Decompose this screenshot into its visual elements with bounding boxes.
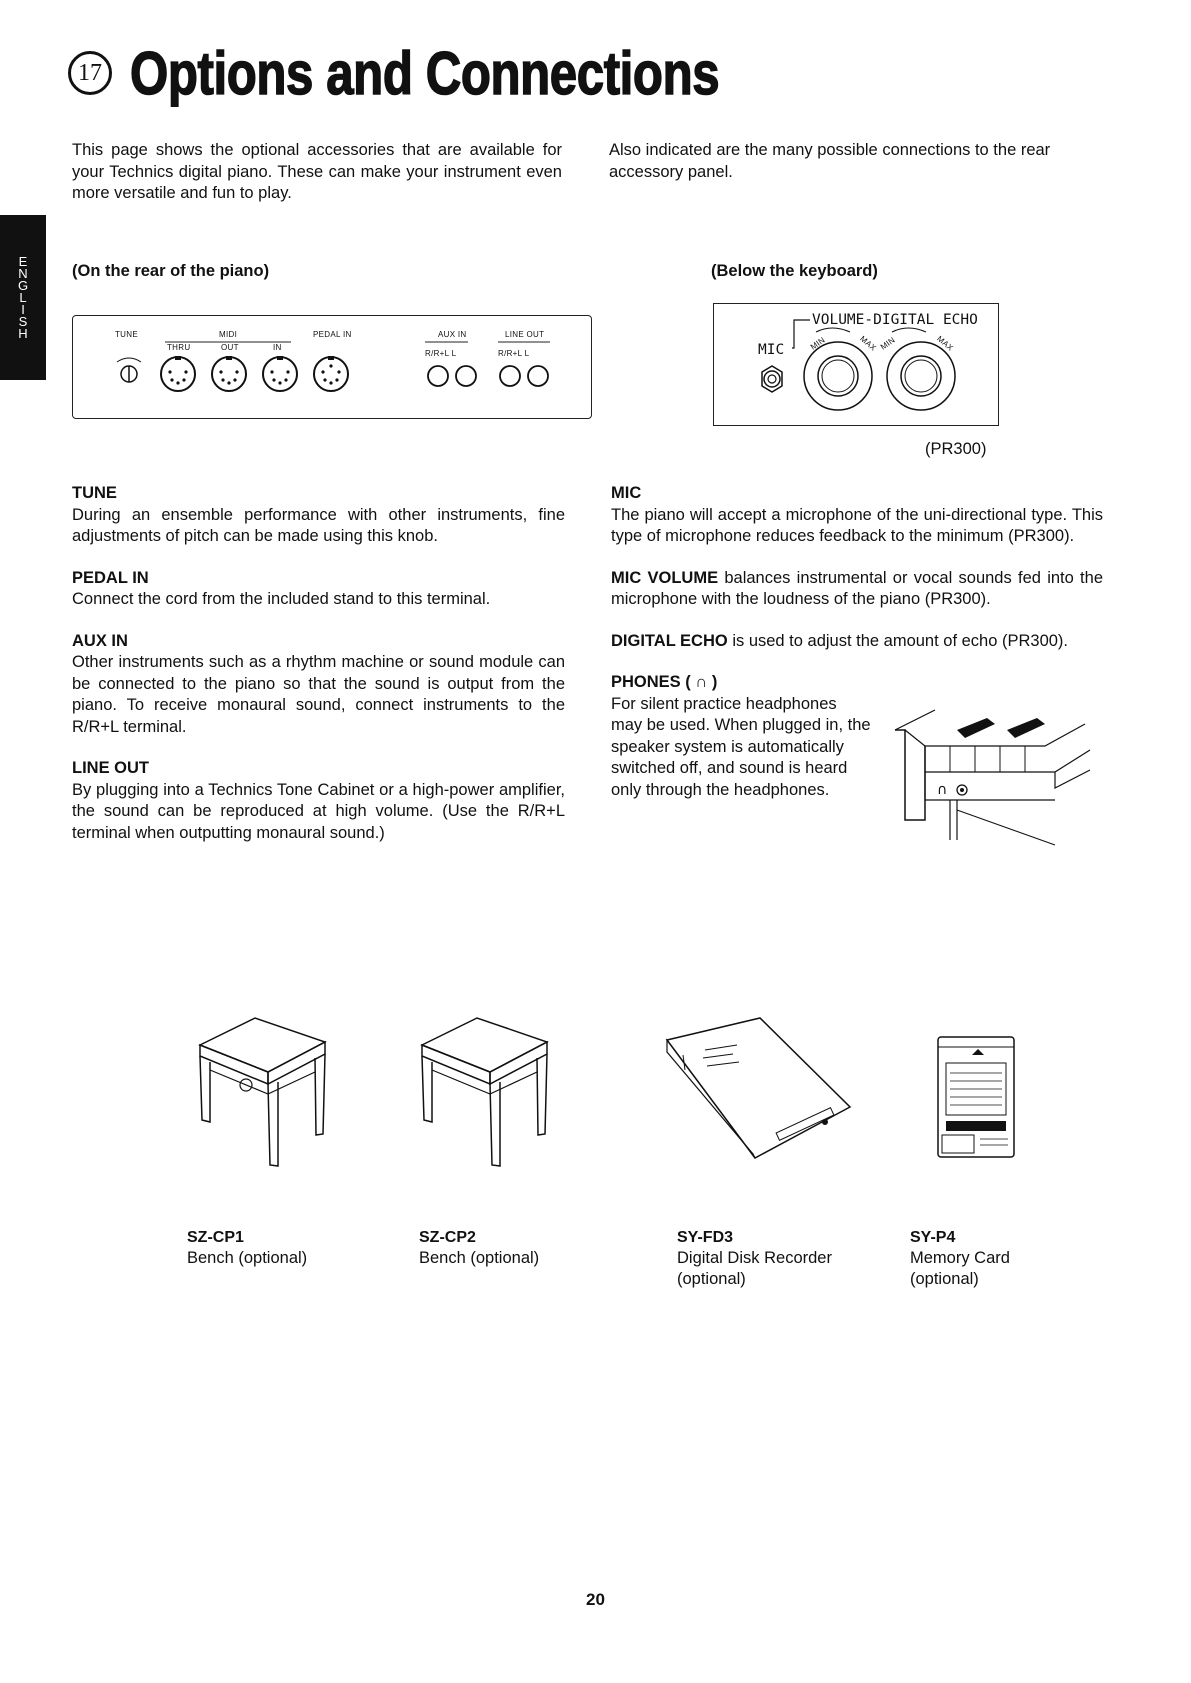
digital-echo-lead: DIGITAL ECHO	[611, 631, 728, 650]
line-out-r-jack-icon	[500, 366, 520, 386]
rear-panel-connectors	[73, 316, 593, 420]
in-label: IN	[273, 343, 282, 352]
aux-in-label: AUX IN	[438, 330, 467, 339]
product-desc: Bench (optional)	[187, 1249, 308, 1267]
page-number: 20	[586, 1590, 605, 1609]
aux-in-text: Other instruments such as a rhythm machine or sound module can be connected to the piano so that the sound is output from the piano. To receive monaural sound, connect instruments to the R/R+L terminal.	[72, 653, 565, 736]
product-desc: Bench (optional)	[419, 1249, 540, 1267]
mic-volume-paragraph	[611, 568, 1103, 611]
min-label: MIN	[808, 335, 827, 352]
headphone-jack-illustration	[895, 710, 1095, 850]
intro-left: This page shows the optional accessories that are available for your Technics digital piano. These can make your instrument even more versatile and fun to play.	[72, 141, 562, 202]
keyboard-panel-controls	[714, 304, 1000, 427]
product-item	[187, 1227, 387, 1269]
product-item	[910, 1227, 1060, 1290]
product-code: SZ-CP1	[187, 1229, 244, 1246]
out-label: OUT	[221, 343, 239, 352]
keyboard-panel-heading: (Below the keyboard)	[711, 262, 878, 280]
disk-recorder-sy-fd3-illustration	[665, 1010, 855, 1160]
lang-letter: H	[18, 325, 28, 341]
pedal-in-heading: PEDAL IN	[72, 568, 149, 587]
mic-volume-lead: MIC VOLUME	[611, 568, 719, 587]
tune-knob-icon	[117, 358, 141, 382]
line-out-heading: LINE OUT	[72, 759, 149, 777]
aux-in-heading: AUX IN	[72, 631, 128, 650]
thru-label: THRU	[167, 343, 191, 352]
phones-heading: PHONES ( ∩ )	[611, 673, 718, 691]
product-desc: Digital Disk Recorder (optional)	[677, 1249, 832, 1288]
product-item	[677, 1227, 877, 1290]
mic-volume-text: balances instrumental or vocal sounds fed into the microphone with the loudness of the piano (PR300).	[611, 568, 1103, 608]
midi-thru-jack-icon	[161, 356, 195, 391]
product-code: SY-FD3	[677, 1229, 734, 1246]
line-out-text: By plugging into a Technics Tone Cabinet or a high-power amplifier, the sound can be reproduced at high volume. (Use the R/R+L terminal when outputting monaural sound.)	[72, 780, 565, 842]
rear-panel-diagram	[72, 315, 592, 419]
keyboard-panel-diagram	[713, 303, 999, 426]
min-label: MIN	[878, 335, 897, 352]
max-label: MAX	[935, 334, 956, 353]
product-code: SY-P4	[910, 1229, 956, 1246]
pedal-in-jack-icon	[314, 356, 348, 391]
volume-echo-label: VOLUME-DIGITAL ECHO	[812, 312, 978, 328]
mic-label: MIC	[758, 342, 785, 358]
section-number-badge: 17	[68, 51, 112, 95]
phones-text: For silent practice headphones may be used. When plugged in, the speaker system is automatically switched off, and sound is heard only through the headphones.	[611, 694, 871, 799]
bench-sz-cp1-illustration	[190, 1010, 335, 1170]
digital-echo-paragraph	[611, 631, 1103, 653]
line-out-l-jack-icon	[528, 366, 548, 386]
lang-letter: L	[19, 289, 27, 305]
tune-text: During an ensemble performance with other instruments, fine adjustments of pitch can be made using this knob.	[72, 505, 565, 545]
lang-letter: I	[21, 301, 25, 317]
tune-heading: TUNE	[72, 484, 117, 502]
midi-out-jack-icon	[212, 356, 246, 391]
pedal-in-label: PEDAL IN	[313, 330, 352, 339]
mic-heading: MIC	[611, 484, 642, 502]
rear-panel-heading: (On the rear of the piano)	[72, 262, 270, 280]
left-column	[72, 483, 565, 844]
digital-echo-knob-icon	[887, 342, 955, 410]
line-out-label: LINE OUT	[505, 330, 545, 339]
tune-label: TUNE	[115, 330, 138, 339]
aux-in-l-jack-icon	[456, 366, 476, 386]
lang-letter: S	[18, 313, 28, 329]
mic-text: The piano will accept a microphone of the uni-directional type. This type of microphone reduces feedback to the minimum (PR300).	[611, 505, 1103, 545]
aux-sub-label: R/R+L L	[425, 349, 457, 358]
midi-label: MIDI	[219, 330, 238, 339]
lang-letter: N	[18, 265, 28, 281]
mic-jack-icon	[762, 366, 782, 392]
lang-letter: E	[18, 253, 28, 269]
product-item	[419, 1227, 619, 1269]
title-text: Options and Connections	[130, 39, 720, 107]
language-tab	[0, 215, 46, 380]
memory-card-sy-p4-illustration	[936, 1035, 1016, 1160]
lang-letter: G	[17, 277, 29, 293]
max-label: MAX	[858, 334, 879, 353]
model-note: (PR300)	[925, 440, 987, 458]
aux-in-r-jack-icon	[428, 366, 448, 386]
digital-echo-text: is used to adjust the amount of echo (PR300).	[727, 631, 1069, 650]
intro-right: Also indicated are the many possible connections to the rear accessory panel.	[609, 141, 1051, 181]
pedal-in-text: Connect the cord from the included stand to this terminal.	[72, 590, 491, 608]
mic-volume-knob-icon	[804, 342, 872, 410]
product-code: SZ-CP2	[419, 1229, 476, 1246]
bench-sz-cp2-illustration	[412, 1010, 557, 1170]
line-sub-label: R/R+L L	[498, 349, 530, 358]
svg-text:∩: ∩	[937, 782, 948, 798]
midi-in-jack-icon	[263, 356, 297, 391]
product-desc: Memory Card (optional)	[910, 1249, 1010, 1288]
page-title	[68, 38, 849, 108]
